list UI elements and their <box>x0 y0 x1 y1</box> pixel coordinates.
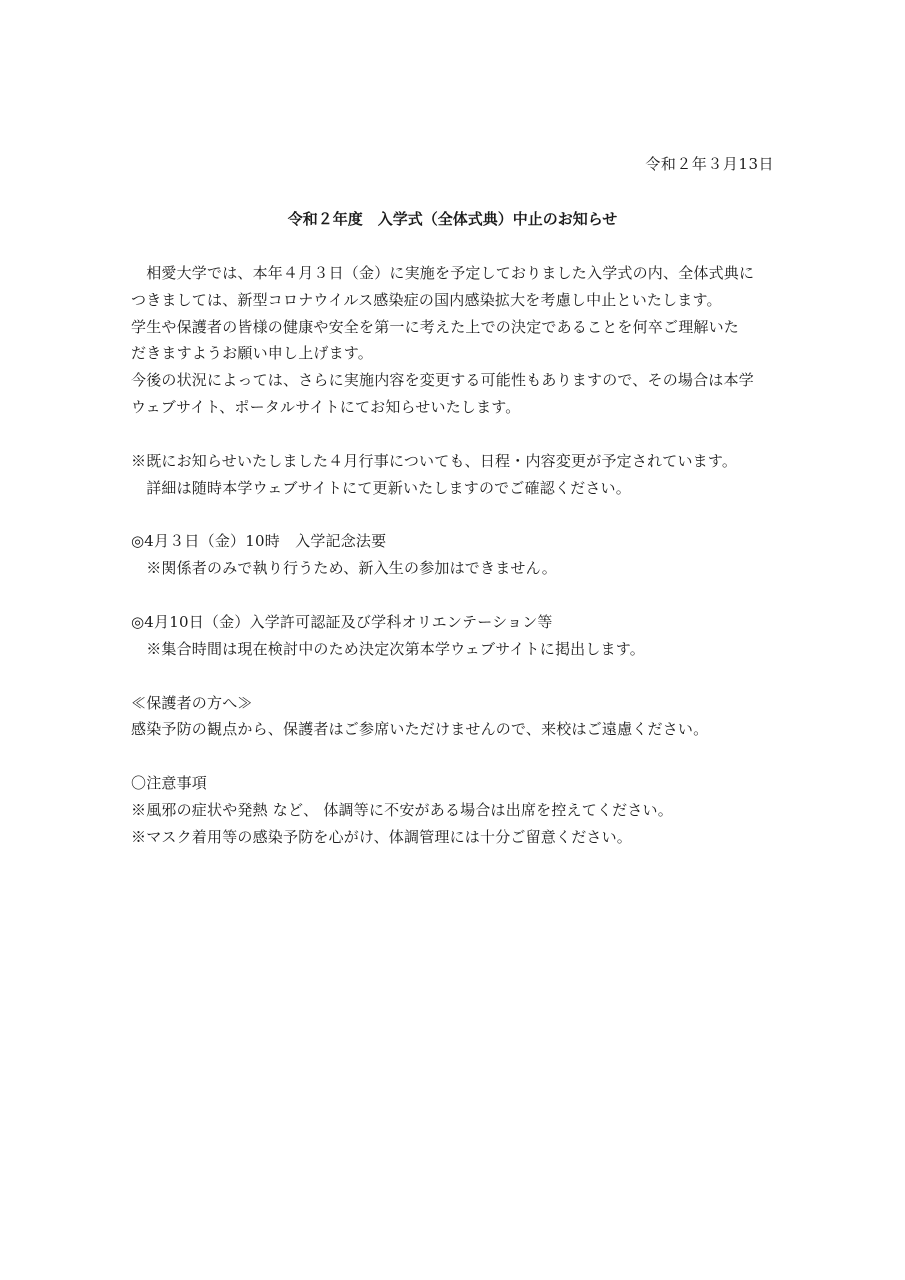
text-line: 相愛大学では、本年４月３日（金）に実施を予定しておりました入学式の内、全体式典に <box>131 264 755 282</box>
event-heading: ◎4月３日（金）10時 入学記念法要 <box>131 532 387 551</box>
cautions-section <box>131 770 781 850</box>
text-line: ※既にお知らせいたしました４月行事についても、日程・内容変更が予定されています。 <box>131 451 738 470</box>
event-memorial-service <box>131 528 781 582</box>
event-orientation <box>131 609 781 663</box>
text-line: つきましては、新型コロナウイルス感染症の国内感染拡大を考慮し中止といたします。 <box>131 290 722 309</box>
event-note: ※関係者のみで執り行うため、新入生の参加はできません。 <box>131 559 557 578</box>
text-line: 今後の状況によっては、さらに実施内容を変更する可能性もありますので、その場合は本学 <box>131 371 754 390</box>
spacer <box>131 663 781 690</box>
spacer <box>131 743 781 770</box>
spacer <box>131 421 781 448</box>
section-heading: 〇注意事項 <box>131 774 208 793</box>
document-title: 令和２年度 入学式（全体式典）中止のお知らせ <box>287 210 618 228</box>
text-line: 学生や保護者の皆様の健康や安全を第一に考えた上での決定であることを何卒ご理解いた <box>131 317 740 336</box>
text-line: ウェブサイト、ポータルサイトにてお知らせいたします。 <box>131 397 521 416</box>
event-note: ※集合時間は現在検討中のため決定次第本学ウェブサイトに掲出します。 <box>131 639 645 658</box>
document-body <box>131 260 781 851</box>
intro-paragraph <box>131 260 781 421</box>
spacer <box>131 582 781 609</box>
text-line: ※マスク着用等の感染予防を心がけ、体調管理には十分ご留意ください。 <box>131 827 633 846</box>
text-line: ※風邪の症状や発熱 など、 体調等に不安がある場合は出席を控えてください。 <box>131 800 673 819</box>
event-heading: ◎4月10日（金）入学許可認証及び学科オリエンテーション等 <box>131 612 553 631</box>
guardians-section <box>131 690 781 744</box>
notice-paragraph <box>131 448 781 502</box>
text-line: 詳細は随時本学ウェブサイトにて更新いたしますのでご確認ください。 <box>131 478 631 497</box>
document-date: 令和２年３月13日 <box>645 155 774 173</box>
text-line: だきますようお願い申し上げます。 <box>131 344 374 363</box>
section-heading: ≪保護者の方へ≫ <box>131 693 253 712</box>
spacer <box>131 501 781 528</box>
text-line: 感染予防の観点から、保護者はご参席いただけませんので、来校はご遠慮ください。 <box>131 720 709 739</box>
